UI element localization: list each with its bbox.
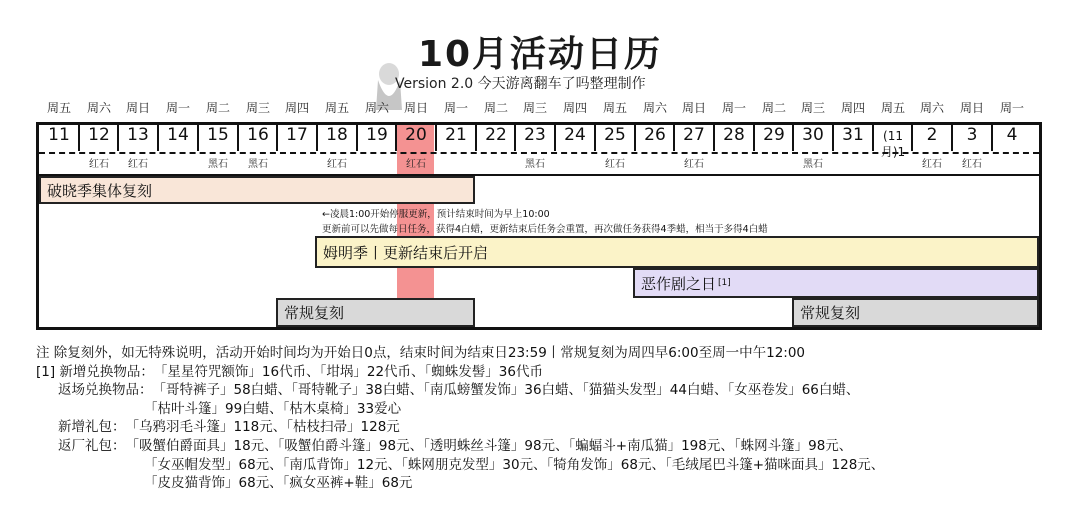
day-number: (11月)1 [880,129,906,159]
day-separator [951,125,953,151]
day-separator [395,125,397,151]
page-subtitle: Version 2.0 今天游离翻车了吗整理制作 [395,76,646,92]
weekday-label: 周二 [205,101,230,115]
day-separator [435,125,437,151]
day-number: 18 [326,125,348,145]
day-number: 28 [723,125,745,145]
weekday-label: 周二 [761,101,786,115]
event-bar-season [315,236,1039,268]
stone-tag: 红石 [922,159,942,170]
stone-tag: 黑石 [803,159,823,170]
returning-packs-row: 「皮皮猫背饰」68元、「疯女巫裤+鞋」68元 [144,475,413,492]
day-separator [554,125,556,151]
day-separator [237,125,239,151]
event-label: 常规复刻 [284,304,345,322]
notes-section [36,344,884,493]
weekday-label: 周三 [245,101,270,115]
weekday-label: 周六 [86,101,111,115]
day-number: 27 [683,125,705,145]
weekday-label: 周一 [443,101,468,115]
day-number: 17 [286,125,308,145]
day-separator [316,125,318,151]
returning-packs-row [36,437,884,456]
day-separator [356,125,358,151]
stone-tag: 黑石 [525,159,545,170]
weekday-label: 周六 [364,101,389,115]
weekday-label: 周四 [840,101,865,115]
returning-items-row [36,381,884,400]
day-number: 26 [644,125,666,145]
maintenance-note [322,207,768,237]
day-separator [276,125,278,151]
weekday-label: 周六 [919,101,944,115]
returning-packs-label: 返厂礼包： [58,437,126,454]
event-bar-regular-rerun [792,298,1039,327]
returning-packs-row: 「女巫帽发型」68元、「南瓜背饰」12元、「蛛网朋克发型」30元、「犄角发饰」68元、「毛绒尾巴斗篷+猫咪面具」128元、 [144,456,885,473]
returning-items-label: 返场兑换物品： [58,382,153,399]
page-title: 10月活动日历 [417,34,663,75]
event-bar-halloween [633,268,1039,298]
weekday-label: 周一 [999,101,1024,115]
day-number: 29 [763,125,785,145]
day-number: 24 [564,125,586,145]
returning-items-row: 「枯叶斗篷」99白蜡、「枯木桌椅」33爱心 [144,400,402,417]
day-number: 16 [247,125,269,145]
footnote-mark: [1] [36,363,56,380]
day-number: 31 [842,125,864,145]
day-number: 4 [1006,125,1018,145]
day-separator [117,125,119,151]
event-label: 姆明季丨更新结束后开启 [323,243,489,262]
day-number: 25 [604,125,626,145]
day-number: 2 [926,125,938,145]
day-separator [197,125,199,151]
footnote-ref: [1] [718,278,731,288]
new-items-row [36,363,884,382]
day-separator [157,125,159,151]
stone-tag: 红石 [406,159,426,170]
returning-items: 「哥特裤子」58白蜡、「哥特靴子」38白蜡、「南瓜螃蟹发饰」36白蜡、「猫猫头发型」44白蜡、「女巫卷发」66白蜡、 [152,382,860,399]
day-separator [792,125,794,151]
weekday-label: 周五 [880,101,905,115]
event-bar-collective-rerun [39,176,475,204]
day-separator [673,125,675,151]
stone-tag: 红石 [327,159,347,170]
day-number: 30 [802,125,824,145]
day-number: 14 [167,125,189,145]
stone-tag: 黑石 [248,159,268,170]
day-number: 15 [207,125,229,145]
day-number: 3 [966,125,978,145]
weekday-label: 周四 [284,101,309,115]
stone-tag: 红石 [962,159,982,170]
new-items-label: 新增兑换物品： [59,363,154,380]
day-separator [514,125,516,151]
day-separator [911,125,913,151]
day-separator [475,125,477,151]
weekday-label: 周三 [522,101,547,115]
day-number: 22 [485,125,507,145]
day-separator [991,125,993,151]
day-separator [713,125,715,151]
new-packs: 「乌鸦羽毛斗篷」118元、「枯枝扫帚」128元 [125,419,400,436]
event-bar-regular-rerun [276,298,475,327]
new-packs-row [36,418,884,437]
event-label: 破晓季集体复刻 [47,181,153,200]
day-number: 11 [48,125,70,145]
weekday-label: 周二 [483,101,508,115]
general-note: 注 除复刻外，如无特殊说明，活动开始时间均为开始日0点，结束时间为结束日23:59丨常规复刻为周四早6:00至周一中午12:00 [36,345,806,361]
stone-tag: 红石 [684,159,704,170]
returning-packs: 「吸蟹伯爵面具」18元、「吸蟹伯爵斗篷」98元、「透明蛛丝斗篷」98元、「蝙蝠斗+南瓜猫」198元、「蛛网斗篷」98元、 [125,437,853,454]
weekday-label: 周五 [602,101,627,115]
stone-tag: 黑石 [208,159,228,170]
new-items: 「星星符咒额饰」16代币、「坩埚」22代币、「蜘蛛发髻」36代币 [153,363,543,380]
maintenance-note-line: ←凌晨1:00开始停服更新，预计结束时间为早上10:00 [322,209,550,220]
event-label: 恶作剧之日 [641,274,717,293]
weekday-label: 周日 [403,101,428,115]
day-number: 12 [88,125,110,145]
weekday-label: 周一 [721,101,746,115]
weekday-label: 周四 [562,101,587,115]
weekday-label: 周一 [165,101,190,115]
day-separator [594,125,596,151]
weekday-label: 周日 [681,101,706,115]
weekday-label: 周五 [324,101,349,115]
day-number: 13 [127,125,149,145]
weekday-label: 周五 [46,101,71,115]
day-separator [872,125,874,151]
day-separator [634,125,636,151]
weekday-label: 周三 [800,101,825,115]
event-label: 常规复刻 [800,304,861,322]
day-number: 20 [405,125,427,145]
day-number: 19 [366,125,388,145]
date-divider [39,152,1039,154]
day-separator [753,125,755,151]
stone-tag: 红石 [605,159,625,170]
stone-tag: 红石 [128,159,148,170]
weekday-label: 周六 [642,101,667,115]
weekday-label: 周日 [125,101,150,115]
new-packs-label: 新增礼包： [58,419,126,436]
day-number: 23 [524,125,546,145]
day-separator [832,125,834,151]
weekday-label: 周日 [959,101,984,115]
stone-tag: 红石 [89,159,109,170]
day-number: 21 [445,125,467,145]
maintenance-note-line: 更新前可以先做每日任务，获得4白蜡，更新结束后任务会重置，再次做任务获得4季蜡，相当于多得4白蜡 [322,224,768,235]
day-separator [78,125,80,151]
